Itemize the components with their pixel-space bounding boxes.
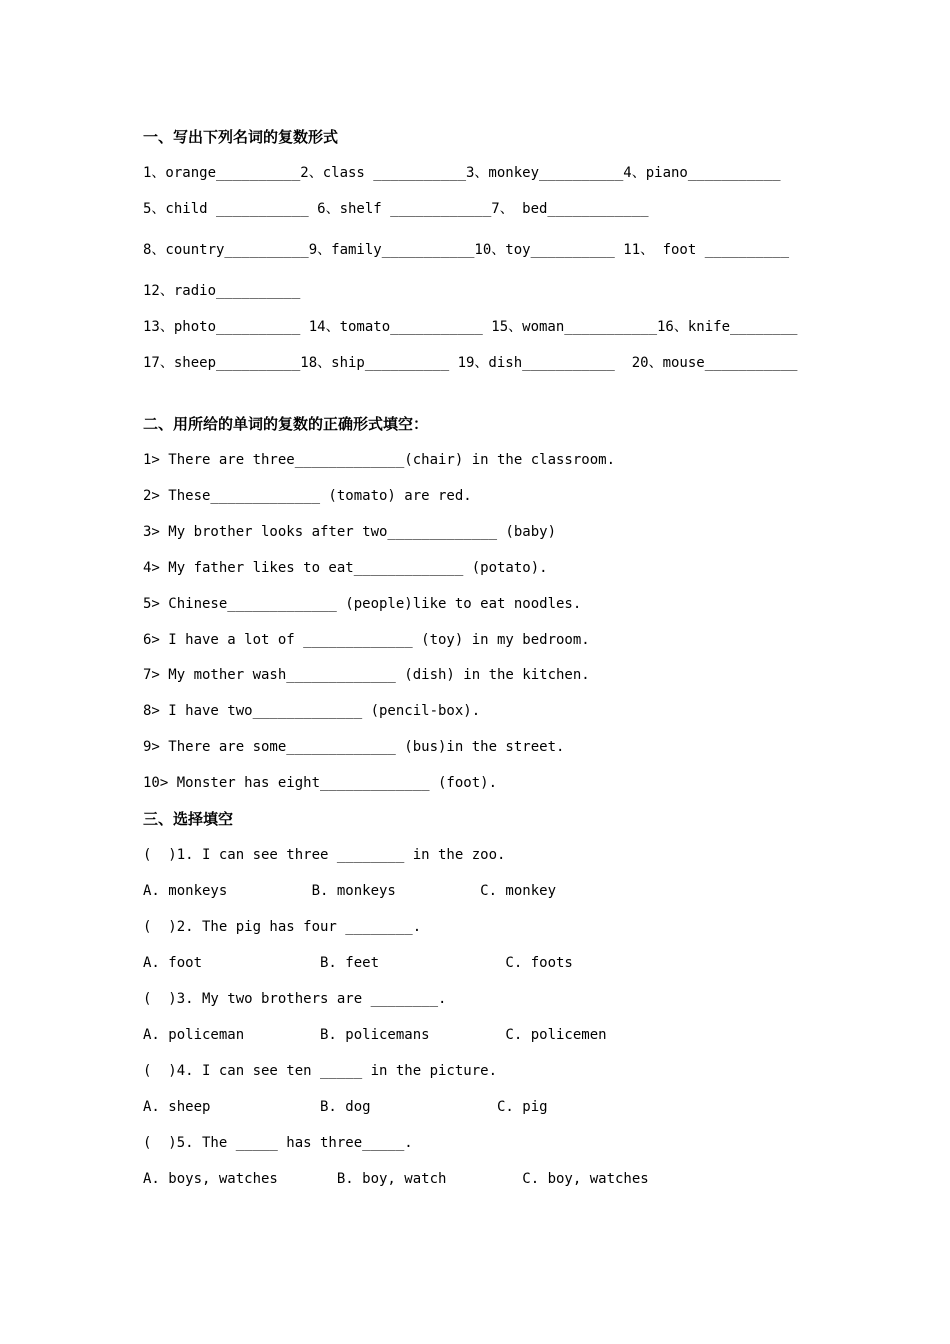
choice-options-1: A. monkeys B. monkeys C. monkey [143, 883, 557, 899]
plural-line-5: 13、photo__________ 14、tomato___________ 15、woman___________16、knife________ [143, 319, 798, 335]
plural-line-6: 17、sheep__________18、ship__________ 19、dish___________ 20、mouse___________ [143, 355, 798, 371]
fill-line-10: 10> Monster has eight_____________ (foot). [143, 775, 498, 791]
choice-question-1: ( )1. I can see three ________ in the zoo. [143, 847, 506, 863]
choice-question-2: ( )2. The pig has four ________. [143, 919, 422, 935]
choice-question-5: ( )5. The _____ has three_____. [143, 1135, 413, 1151]
plural-line-3: 8、country__________9、family___________10、toy__________ 11、 foot __________ [143, 242, 790, 258]
fill-line-7: 7> My mother wash_____________ (dish) in the kitchen. [143, 667, 590, 683]
choice-options-3: A. policeman B. policemans C. policemen [143, 1027, 607, 1043]
section-3-heading: 三、选择填空 [143, 810, 234, 828]
plural-line-1: 1、orange__________2、class ___________3、monkey__________4、piano___________ [143, 165, 781, 181]
choice-options-4: A. sheep B. dog C. pig [143, 1099, 548, 1115]
section-2-heading: 二、用所给的单词的复数的正确形式填空： [143, 415, 429, 433]
choice-question-3: ( )3. My two brothers are ________. [143, 991, 447, 1007]
plural-line-4: 12、radio__________ [143, 283, 301, 299]
choice-options-5: A. boys, watches B. boy, watch C. boy, watches [143, 1171, 649, 1187]
plural-line-2: 5、child ___________ 6、shelf ____________7、 bed____________ [143, 201, 649, 217]
fill-line-2: 2> These_____________ (tomato) are red. [143, 488, 472, 504]
fill-line-3: 3> My brother looks after two_____________ (baby) [143, 524, 557, 540]
choice-question-4: ( )4. I can see ten _____ in the picture. [143, 1063, 498, 1079]
fill-line-9: 9> There are some_____________ (bus)in the street. [143, 739, 565, 755]
fill-line-8: 8> I have two_____________ (pencil-box). [143, 703, 481, 719]
fill-line-5: 5> Chinese_____________ (people)like to eat noodles. [143, 596, 582, 612]
fill-line-1: 1> There are three_____________(chair) in the classroom. [143, 452, 616, 468]
fill-line-6: 6> I have a lot of _____________ (toy) in my bedroom. [143, 632, 590, 648]
section-1-heading: 一、写出下列名词的复数形式 [143, 128, 339, 146]
fill-line-4: 4> My father likes to eat_____________ (potato). [143, 560, 548, 576]
choice-options-2: A. foot B. feet C. foots [143, 955, 573, 971]
